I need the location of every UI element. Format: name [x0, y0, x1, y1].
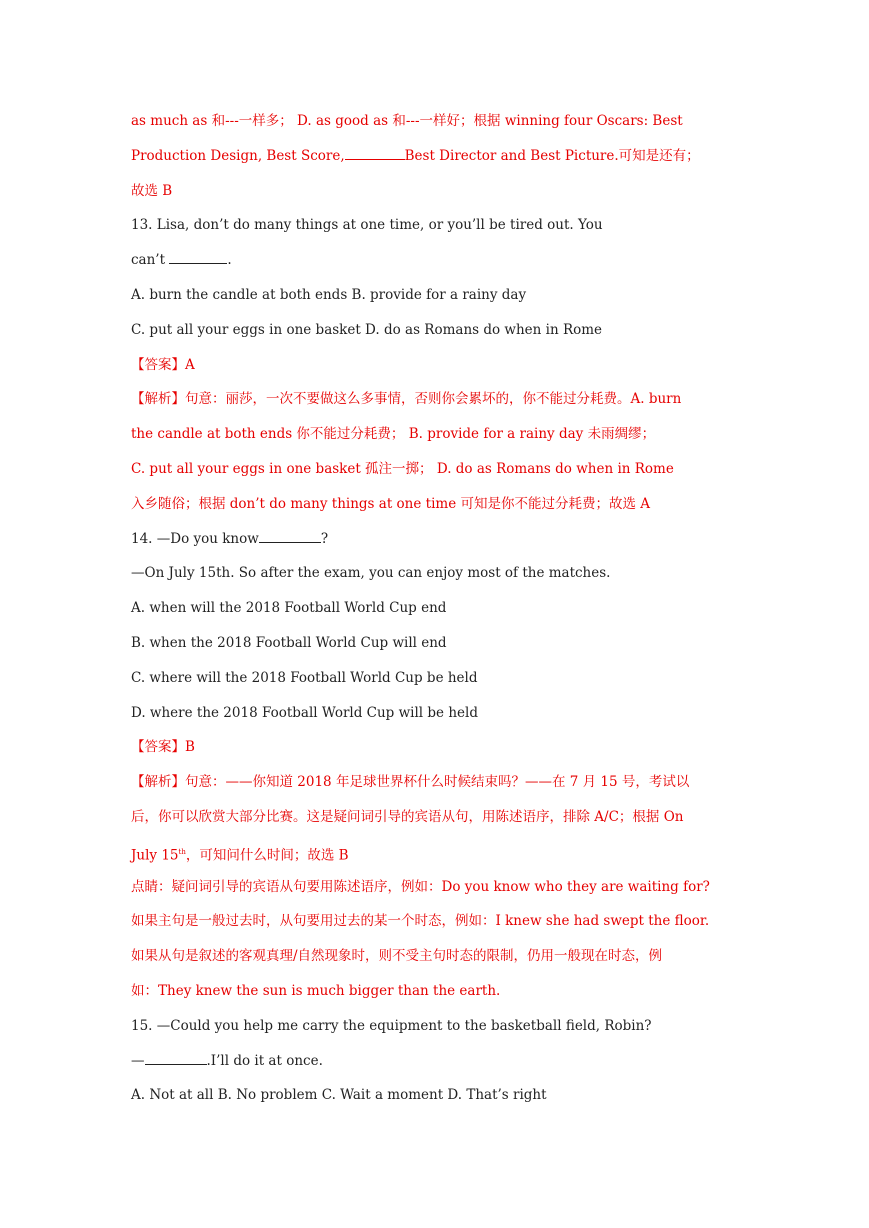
analysis-label: 【解析】	[131, 391, 185, 408]
q14-option-d: D. where the 2018 Football World Cup will be held	[131, 704, 478, 721]
q15-reply: — .I’ll do it at once.	[131, 1052, 323, 1069]
q14-analysis-line: 后，你可以欣赏大部分比赛。这是疑问词引导的宾语从句，用陈述语序，排除 A/C；根据 On	[131, 808, 684, 825]
q13-options: A. burn the candle at both ends B. provide for a rainy day	[131, 286, 527, 303]
q14-tip-line: 如：They knew the sun is much bigger than the earth.	[131, 982, 501, 999]
q14-tip-line: 如果从句是叙述的客观真理/自然现象时，则不受主句时态的限制，仍用一般现在时态，例	[131, 948, 663, 965]
q14-analysis-line: July 15th，可知问什么时间；故选 B	[131, 847, 349, 864]
q13-answer: 【答案】A	[131, 356, 195, 373]
q14-answer: 【答案】B	[131, 739, 195, 756]
answer-blank	[259, 530, 321, 543]
document-page	[131, 104, 741, 1113]
answer-blank	[145, 1052, 207, 1065]
q13-analysis-line: 【解析】句意：丽莎，一次不要做这么多事情，否则你会累坏的，你不能过分耗费。A. burn	[131, 391, 682, 408]
q13-analysis-line: the candle at both ends 你不能过分耗费； B. provide for a rainy day 未雨绸缪；	[131, 426, 656, 443]
q15-stem: 15. —Could you help me carry the equipment to the basketball field, Robin?	[131, 1017, 652, 1034]
q13-stem: can’t .	[131, 252, 232, 269]
q14-reply: —On July 15th. So after the exam, you can enjoy most of the matches.	[131, 565, 611, 582]
q13-stem: 13. Lisa, don’t do many things at one time, or you’ll be tired out. You	[131, 217, 603, 234]
q13-options: C. put all your eggs in one basket D. do as Romans do when in Rome	[131, 321, 603, 338]
q14-tip-line: 点睛：疑问词引导的宾语从句要用陈述语序，例如：Do you know who they are waiting for?	[131, 878, 710, 895]
q12-analysis-line: as much as 和---一样多； D. as good as 和---一样好；根据 winning four Oscars: Best	[131, 113, 683, 129]
q15-options: A. Not at all B. No problem C. Wait a moment D. That’s right	[131, 1087, 547, 1104]
analysis-label: 【解析】	[131, 774, 185, 791]
q12-conclusion: 故选 B	[131, 182, 173, 199]
answer-blank	[345, 147, 405, 160]
q14-option-c: C. where will the 2018 Football World Cup be held	[131, 669, 478, 686]
q14-option-a: A. when will the 2018 Football World Cup end	[131, 600, 447, 617]
q12-analysis-line: Production Design, Best Score, Best Director and Best Picture.可知是还有；	[131, 147, 700, 164]
q14-analysis-line: 【解析】句意：——你知道 2018 年足球世界杯什么时候结束吗？——在 7 月 15 号，考试以	[131, 774, 690, 791]
answer-blank	[169, 251, 227, 264]
q14-tip-line: 如果主句是一般过去时，从句要用过去的某一个时态，例如：I knew she had swept the floor.	[131, 913, 710, 930]
q13-analysis-line: 入乡随俗；根据 don’t do many things at one time 可知是你不能过分耗费；故选 A	[131, 495, 651, 512]
q14-option-b: B. when the 2018 Football World Cup will end	[131, 634, 447, 651]
q14-stem: 14. —Do you know ?	[131, 530, 329, 547]
q13-analysis-line: C. put all your eggs in one basket 孤注一掷； D. do as Romans do when in Rome	[131, 460, 674, 477]
